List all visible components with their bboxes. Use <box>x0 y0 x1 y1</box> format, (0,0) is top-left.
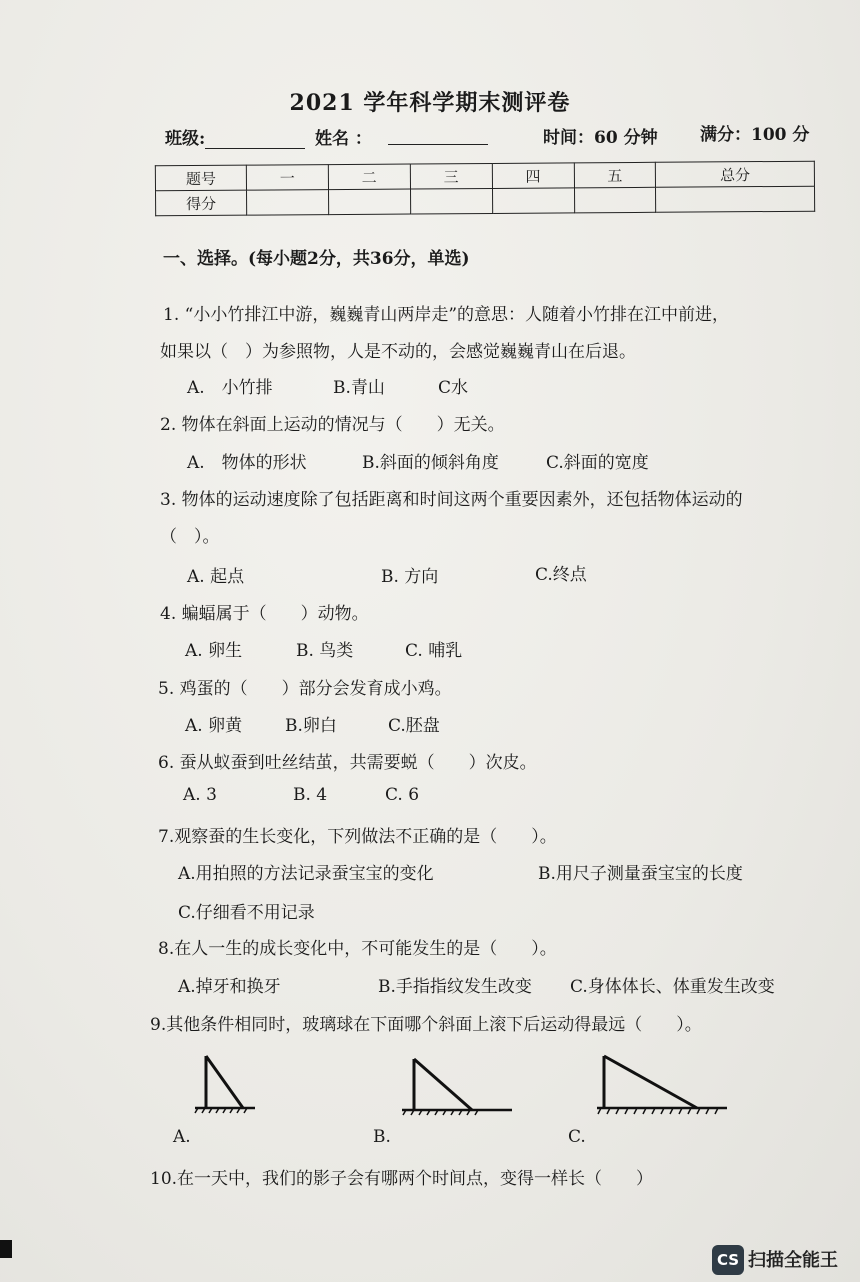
option-a: A. 小竹排 <box>187 378 273 398</box>
name-label: 姓名 ： <box>315 129 372 149</box>
score-cell: 一 <box>246 165 328 191</box>
option-a: A. 卵黄 <box>185 716 243 736</box>
question-1-line2: 如果以（ ）为参照物，人是不动的，会感觉巍巍青山在后退。 <box>160 342 636 362</box>
question-6: 6. 蚕从蚁蚕到吐丝结茧，共需要蜕（ ）次皮。 <box>158 753 537 773</box>
option-a: A. 起点 <box>187 567 245 587</box>
time-text: 时间：60 分钟 <box>543 128 658 148</box>
option-b: B. 4 <box>293 785 328 805</box>
full-score-text: 满分：100 分 <box>700 125 810 145</box>
option-c: C.身体体长、体重发生改变 <box>570 977 775 997</box>
camscanner-logo-icon: CS <box>712 1245 744 1275</box>
option-c: C.仔细看不用记录 <box>178 903 315 923</box>
name-field <box>315 124 372 149</box>
option-b: B. 鸟类 <box>296 641 354 661</box>
score-blank <box>410 188 492 214</box>
score-cell: 总分 <box>656 161 815 187</box>
option-c: C.胚盘 <box>388 716 440 736</box>
section-heading: 一、选择。(每小题2分，共36分，单选) <box>163 249 470 269</box>
class-field <box>165 124 305 149</box>
name-blank <box>388 126 488 145</box>
page-title: 2021 学年科学期末测评卷 <box>289 90 571 116</box>
option-a: A. 卵生 <box>185 641 243 661</box>
class-blank <box>205 130 305 149</box>
camscanner-brand-text: 扫描全能王 <box>748 1250 838 1271</box>
option-a: A. 3 <box>183 785 217 805</box>
option-b: B.青山 <box>333 378 385 398</box>
scan-mark <box>0 1240 12 1258</box>
slope-diagram-a <box>195 1050 265 1120</box>
option-b: B.用尺子测量蚕宝宝的长度 <box>538 864 743 884</box>
score-cell: 五 <box>574 162 656 188</box>
score-cell: 得分 <box>156 190 247 216</box>
question-1-line1: 1. “小小竹排江中游，巍巍青山两岸走”的意思：人随着小竹排在江中前进， <box>163 305 730 325</box>
option-c: C. <box>568 1127 586 1147</box>
score-cell: 题号 <box>155 165 246 191</box>
option-b: B.手指指纹发生改变 <box>378 977 532 997</box>
question-10: 10.在一天中，我们的影子会有哪两个时间点，变得一样长（ ） <box>150 1169 654 1189</box>
question-8: 8.在人一生的成长变化中，不可能发生的是（ ）。 <box>158 939 557 959</box>
option-a: A.用拍照的方法记录蚕宝宝的变化 <box>178 864 434 884</box>
score-cell: 三 <box>410 163 492 189</box>
question-2: 2. 物体在斜面上运动的情况与（ ）无关。 <box>160 415 505 435</box>
option-b: B. 方向 <box>381 567 439 587</box>
score-table-score-row <box>156 186 815 216</box>
option-b: B.卵白 <box>285 716 337 736</box>
option-c: C. 6 <box>385 785 420 805</box>
option-a: A. 物体的形状 <box>187 453 307 473</box>
question-4: 4. 蝙蝠属于（ ）动物。 <box>160 604 369 624</box>
score-table <box>155 161 815 217</box>
question-7: 7.观察蚕的生长变化，下列做法不正确的是（ ）。 <box>158 827 557 847</box>
score-cell: 四 <box>492 163 574 189</box>
score-blank <box>328 189 410 215</box>
slope-diagram-b <box>400 1055 515 1125</box>
question-9: 9.其他条件相同时，玻璃球在下面哪个斜面上滚下后运动得最远（ ）。 <box>150 1015 702 1035</box>
score-blank <box>247 190 329 216</box>
option-a: A. <box>173 1127 191 1147</box>
option-c: C.终点 <box>535 565 587 585</box>
class-label: 班级: <box>165 129 206 149</box>
option-c: C水 <box>438 378 469 398</box>
score-blank <box>492 188 574 214</box>
option-b: B.斜面的倾斜角度 <box>362 453 499 473</box>
score-blank <box>656 186 815 212</box>
question-5: 5. 鸡蛋的（ ）部分会发育成小鸡。 <box>158 679 452 699</box>
score-cell: 二 <box>328 164 410 190</box>
question-3-line2: （ ）。 <box>160 527 220 547</box>
score-blank <box>574 187 656 213</box>
option-b: B. <box>373 1127 391 1147</box>
question-3-line1: 3. 物体的运动速度除了包括距离和时间这两个重要因素外，还包括物体运动的 <box>160 490 743 510</box>
slope-diagram-c <box>595 1050 730 1125</box>
option-c: C. 哺乳 <box>405 641 463 661</box>
option-c: C.斜面的宽度 <box>546 453 649 473</box>
option-a: A.掉牙和换牙 <box>178 977 281 997</box>
